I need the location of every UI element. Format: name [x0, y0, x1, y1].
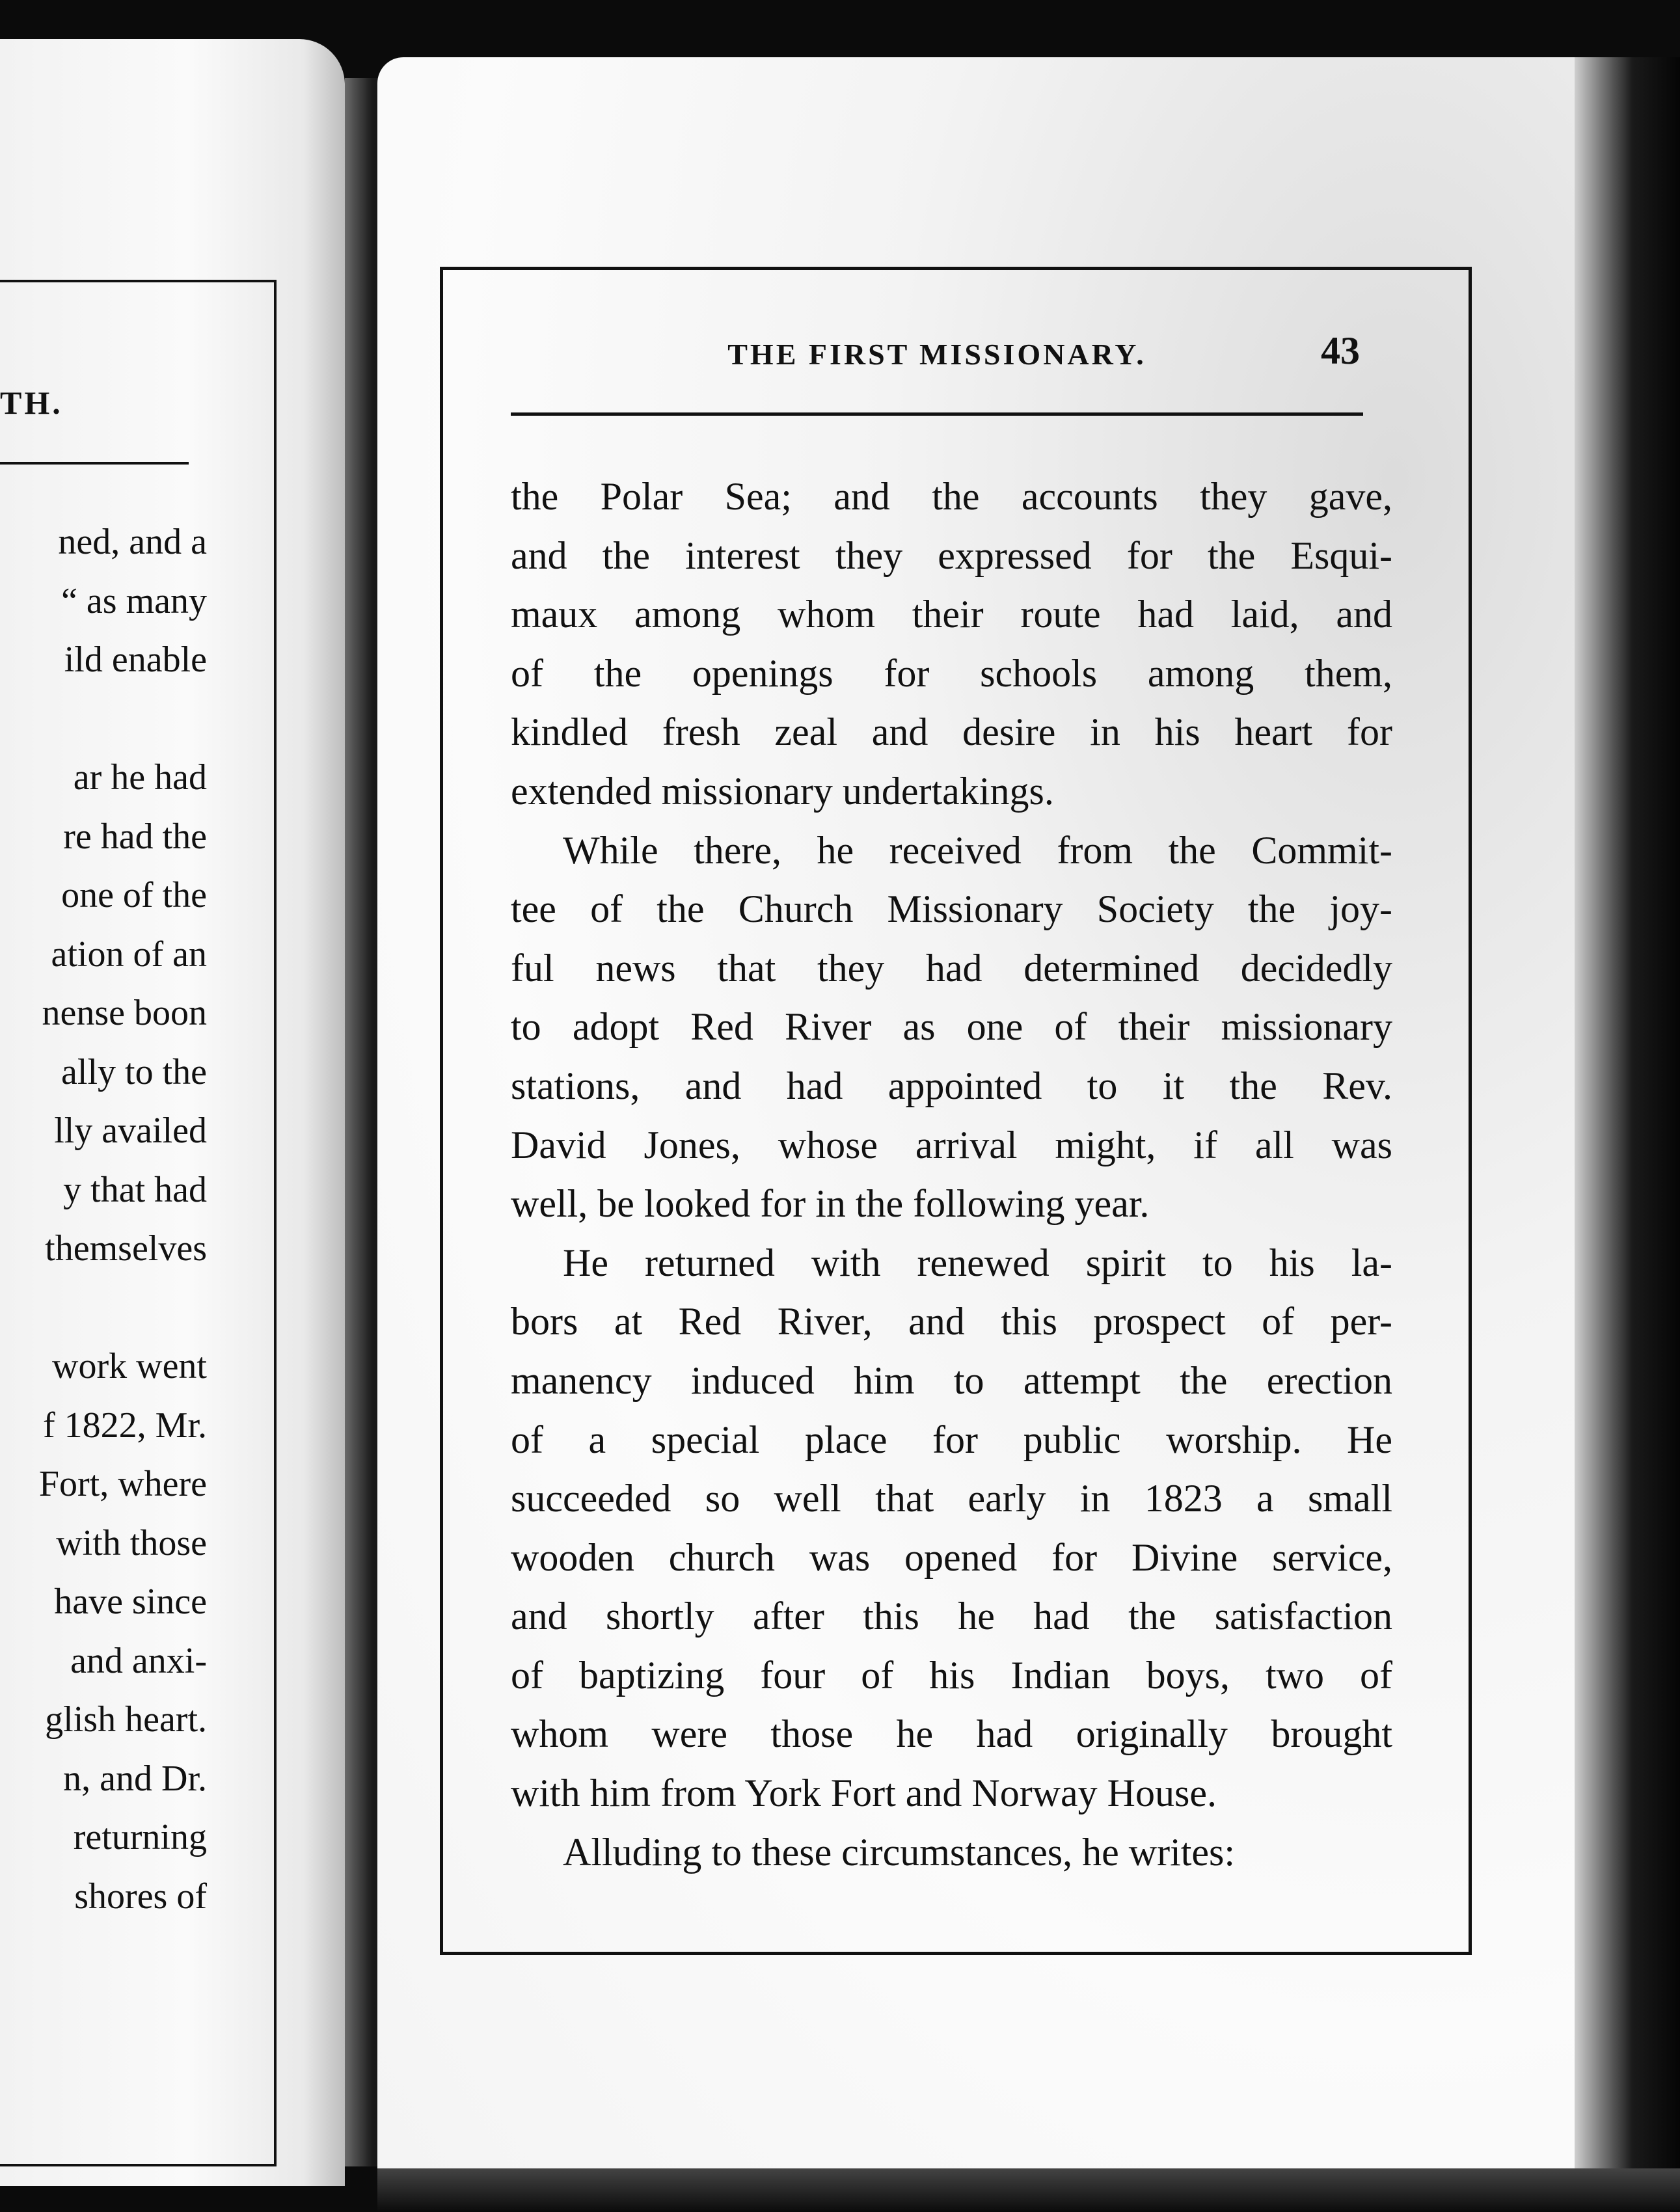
- text-line: and shortly after this he had the satisfaction: [511, 1595, 1392, 1638]
- left-text-line: with those: [56, 1522, 207, 1563]
- left-text-line: ally to the: [61, 1051, 207, 1092]
- left-text-line: themselves: [45, 1228, 207, 1269]
- left-running-head: TH.: [0, 384, 63, 421]
- left-text-line: [0, 690, 207, 749]
- text-line: of a special place for public worship. He: [511, 1418, 1392, 1461]
- text-line: kindled fresh zeal and desire in his heart for: [511, 710, 1392, 754]
- text-line: stations, and had appointed to it the Rev.: [511, 1064, 1392, 1107]
- page-edge-shadow: [1575, 57, 1680, 2212]
- left-text-line: re had the: [63, 816, 207, 857]
- left-text-line: glish heart.: [45, 1699, 207, 1740]
- text-line: tee of the Church Missionary Society the joy-: [511, 887, 1392, 931]
- left-facing-page: [0, 39, 345, 2186]
- text-line: succeeded so well that early in 1823 a small: [511, 1477, 1392, 1520]
- page-number: 43: [1321, 329, 1360, 372]
- body-text: [511, 467, 1392, 1882]
- left-text-line: returning: [73, 1817, 207, 1857]
- left-text-line: ned, and a: [58, 522, 207, 562]
- running-head: THE FIRST MISSIONARY.: [727, 338, 1146, 371]
- left-page-text: [0, 513, 207, 1926]
- text-line: extended missionary undertakings.: [511, 769, 1054, 813]
- text-line: Alluding to these circumstances, he writes:: [563, 1830, 1236, 1874]
- head-rule: [511, 412, 1363, 416]
- left-text-line: ar he had: [73, 757, 207, 798]
- left-text-line: y that had: [63, 1169, 207, 1210]
- left-text-line: nense boon: [42, 993, 207, 1033]
- left-text-line: n, and Dr.: [63, 1758, 207, 1799]
- left-text-line: [0, 1278, 207, 1338]
- left-text-line: have since: [54, 1582, 207, 1622]
- text-line: the Polar Sea; and the accounts they gave,: [511, 475, 1392, 518]
- left-text-line: ild enable: [64, 640, 207, 680]
- text-line: of the openings for schools among them,: [511, 651, 1392, 695]
- bottom-shadow: [377, 2168, 1680, 2212]
- left-head-rule: [0, 462, 189, 465]
- left-text-line: “ as many: [61, 580, 207, 621]
- left-text-line: shores of: [74, 1876, 207, 1917]
- left-text-line: ation of an: [51, 934, 207, 975]
- left-text-line: Fort, where: [38, 1464, 207, 1504]
- text-line: ful news that they had determined decidedly: [511, 946, 1392, 990]
- text-line: well, be looked for in the following year.: [511, 1182, 1150, 1226]
- text-line: maux among whom their route had laid, and: [511, 593, 1392, 636]
- text-line: wooden church was opened for Divine service,: [511, 1535, 1392, 1579]
- left-text-line: and anxi-: [70, 1640, 207, 1681]
- left-text-line: work went: [52, 1346, 207, 1386]
- text-line: manency induced him to attempt the erection: [511, 1358, 1392, 1402]
- text-line: whom were those he had originally brought: [511, 1712, 1392, 1756]
- text-line: While there, he received from the Commit-: [563, 828, 1392, 872]
- text-line: bors at Red River, and this prospect of per-: [511, 1300, 1392, 1343]
- left-text-line: lly availed: [54, 1111, 207, 1151]
- text-line: with him from York Fort and Norway House.: [511, 1772, 1217, 1815]
- text-line: He returned with renewed spirit to his la-: [563, 1241, 1392, 1284]
- text-line: David Jones, whose arrival might, if all was: [511, 1123, 1392, 1167]
- left-text-line: one of the: [61, 875, 207, 915]
- left-text-line: f 1822, Mr.: [43, 1405, 207, 1446]
- text-line: of baptizing four of his Indian boys, two of: [511, 1653, 1392, 1697]
- text-line: and the interest they expressed for the Esqui-: [511, 533, 1392, 577]
- text-line: to adopt Red River as one of their missionary: [511, 1005, 1392, 1049]
